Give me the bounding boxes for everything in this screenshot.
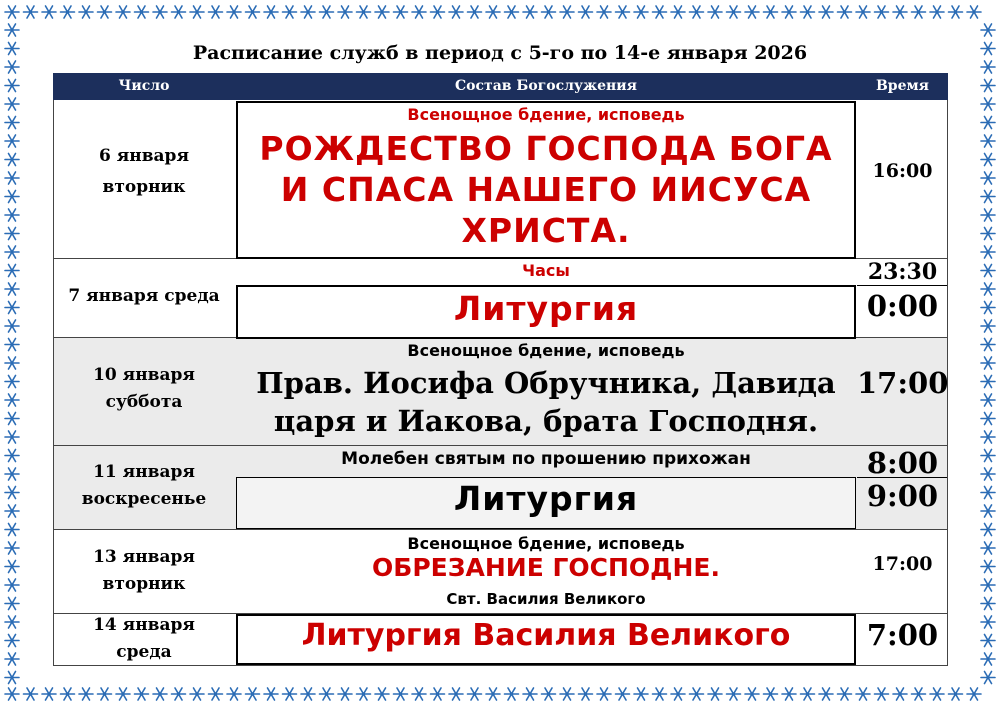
snowflake-icon [745,6,759,18]
snowflake-icon [542,6,556,18]
snowflake-icon [79,6,93,18]
snowflake-icon [5,616,19,628]
snowflake-icon [24,6,38,18]
snowflake-icon [172,688,186,700]
snowflake-icon [912,6,926,18]
snowflake-icon [5,80,19,92]
snowflake-icon [375,6,389,18]
snowflake-icon [690,688,704,700]
time-cell: 7:00 [866,618,939,652]
snowflake-icon [560,6,574,18]
snowflake-icon [523,688,537,700]
snowflake-icon [856,688,870,700]
snowflake-icon [727,688,741,700]
snowflake-icon [394,688,408,700]
snowflake-icon [357,6,371,18]
header-time: Время [875,78,930,94]
snowflake-icon [172,6,186,18]
snowflake-icon [338,688,352,700]
snowflake-icon [5,579,19,591]
snowflake-icon [468,6,482,18]
snowflake-icon [930,6,944,18]
snowflake-icon [5,228,19,240]
snowflake-icon [153,688,167,700]
snowflake-icon [190,688,204,700]
snowflake-icon [98,6,112,18]
saint-name: Свт. Василия Великого [446,590,646,608]
header-date: Число [118,78,170,94]
snowflake-icon [653,6,667,18]
snowflake-icon [981,154,995,166]
snowflake-icon [981,191,995,203]
snowflake-icon [431,6,445,18]
snowflake-icon [690,6,704,18]
snowflake-icon [5,542,19,554]
date-cell: 10 января суббота [93,365,195,412]
snowflake-icon [209,688,223,700]
snowflake-icon [579,6,593,18]
snowflake-icon [5,394,19,406]
snowflake-icon [5,487,19,499]
snowflake-icon [634,6,648,18]
snowflake-icon [5,172,19,184]
time-cell: 0:00 [866,289,939,323]
snowflake-icon [412,688,426,700]
snowflake-icon [338,6,352,18]
snowflake-icon [981,653,995,665]
snowflake-icon [5,191,19,203]
snowflake-icon [745,688,759,700]
service-note: Всенощное бдение, исповедь [407,534,685,553]
snowflake-icon [5,431,19,443]
snowflake-icon [981,265,995,277]
snowflake-icon [912,688,926,700]
snowflake-icon [5,505,19,517]
snowflake-icon [981,98,995,110]
snowflake-icon [5,688,19,700]
snowflake-icon [116,6,130,18]
snowflake-icon [505,6,519,18]
snowflake-icon [893,6,907,18]
date-cell: 6 января вторник [98,146,190,197]
snowflake-icon [42,688,56,700]
snowflake-icon [5,672,19,684]
snowflake-icon [5,302,19,314]
snowflake-icon [981,246,995,258]
service-name: Молебен святым по прошению прихожан [341,449,751,469]
snowflake-icon [5,357,19,369]
snowflake-icon [5,265,19,277]
snowflake-icon [981,635,995,647]
time-cell: 9:00 [866,479,939,513]
snowflake-icon [819,6,833,18]
snowflake-icon [967,688,981,700]
time-cell: 23:30 [867,259,938,285]
snowflake-icon [764,688,778,700]
snowflake-icon [981,672,995,684]
service-name: Литургия Василия Великого [301,618,791,653]
snowflake-icon [357,688,371,700]
snowflake-icon [5,653,19,665]
snowflake-icon [727,6,741,18]
snowflake-icon [981,413,995,425]
time-cell: 8:00 [866,446,939,480]
snowflake-icon [981,320,995,332]
snowflake-icon [5,320,19,332]
snowflake-icon [246,688,260,700]
snowflake-icon [981,487,995,499]
snowflake-icon [5,246,19,258]
snowflake-icon [981,357,995,369]
date-cell: 11 января воскресенье [81,462,207,509]
snowflake-icon [981,302,995,314]
snowflake-icon [838,688,852,700]
snowflake-icon [246,6,260,18]
feast-title: ОБРЕЗАНИЕ ГОСПОДНЕ. [372,553,720,582]
date-cell: 7 января среда [68,286,220,306]
snowflake-icon [264,6,278,18]
snowflake-icon [671,6,685,18]
snowflake-icon [394,6,408,18]
snowflake-icon [856,6,870,18]
page-title: Расписание служб в период с 5-го по 14-е января 2026 [192,42,808,64]
snowflake-icon [209,6,223,18]
snowflake-icon [782,6,796,18]
snowflake-icon [5,154,19,166]
snowflake-icon [61,6,75,18]
service-note: Всенощное бдение, исповедь [407,341,685,360]
snowflake-icon [5,209,19,221]
snowflake-icon [116,688,130,700]
snowflake-icon [875,688,889,700]
time-cell: 17:00 [872,553,933,575]
table-header [53,73,948,100]
snowflake-icon [981,339,995,351]
snowflake-icon [616,688,630,700]
snowflake-icon [981,80,995,92]
snowflake-icon [449,688,463,700]
snowflake-icon [505,688,519,700]
snowflake-icon [981,616,995,628]
snowflake-icon [98,688,112,700]
snowflake-icon [819,688,833,700]
snowflake-icon [301,688,315,700]
snowflake-icon [5,561,19,573]
snowflake-icon [283,6,297,18]
snowflake-icon [542,688,556,700]
snowflake-icon [468,688,482,700]
snowflake-icon [320,688,334,700]
snowflake-icon [5,524,19,536]
snowflake-icon [5,24,19,36]
snowflake-icon [5,376,19,388]
snowflake-icon [449,6,463,18]
snowflake-icon [981,468,995,480]
snowflake-icon [708,688,722,700]
snowflake-icon [5,6,19,18]
snowflake-icon [671,688,685,700]
snowflake-icon [283,688,297,700]
snowflake-icon [981,524,995,536]
feast-title: РОЖДЕСТВО ГОСПОДА БОГА И СПАСА НАШЕГО ИИСУСА ХРИСТА. [259,129,833,250]
snowflake-icon [153,6,167,18]
snowflake-icon [135,6,149,18]
snowflake-icon [981,505,995,517]
snowflake-icon [5,98,19,110]
service-note: Всенощное бдение, исповедь [407,105,685,124]
snowflake-icon [190,6,204,18]
snowflake-icon [708,6,722,18]
snowflake-icon [431,688,445,700]
snowflake-icon [616,6,630,18]
snowflake-icon [5,117,19,129]
snowflake-icon [981,376,995,388]
snowflake-icon [981,431,995,443]
snowflake-icon [764,6,778,18]
header-service: Состав Богослужения [455,78,637,94]
snowflake-icon [486,6,500,18]
snowflake-icon [79,688,93,700]
snowflake-icon [949,688,963,700]
date-cell: 14 января среда [93,615,195,662]
service-name: Литургия [453,479,639,518]
snowflake-icon [981,579,995,591]
snowflake-icon [930,688,944,700]
snowflake-icon [486,688,500,700]
snowflake-icon [981,24,995,36]
snowflake-icon [5,135,19,147]
snowflake-icon [5,598,19,610]
snowflake-icon [801,688,815,700]
snowflake-icon [375,688,389,700]
snowflake-icon [5,413,19,425]
snowflake-icon [981,450,995,462]
snowflake-icon [5,635,19,647]
snowflake-icon [981,117,995,129]
snowflake-icon [61,688,75,700]
snowflake-icon [5,468,19,480]
service-name: Литургия [453,289,639,328]
snowflake-icon [42,6,56,18]
service-name: Часы [522,261,570,280]
snowflake-icon [264,688,278,700]
snowflake-icon [634,688,648,700]
time-cell: 17:00 [857,366,949,400]
snowflake-icon [981,209,995,221]
snowflake-icon [320,6,334,18]
snowflake-icon [838,6,852,18]
snowflake-icon [523,6,537,18]
snowflake-icon [981,598,995,610]
snowflake-icon [301,6,315,18]
snowflake-icon [981,228,995,240]
snowflake-icon [653,688,667,700]
snowflake-icon [981,172,995,184]
time-cell: 16:00 [872,160,933,182]
snowflake-icon [597,6,611,18]
snowflake-icon [412,6,426,18]
snowflake-icon [227,688,241,700]
snowflake-icon [967,6,981,18]
snowflake-icon [579,688,593,700]
snowflake-icon [893,688,907,700]
snowflake-icon [981,561,995,573]
snowflake-icon [981,394,995,406]
snowflake-icon [981,542,995,554]
snowflake-icon [5,283,19,295]
snowflake-icon [597,688,611,700]
snowflake-icon [24,688,38,700]
snowflake-icon [981,283,995,295]
snowflake-icon [782,688,796,700]
date-cell: 13 января вторник [93,547,195,594]
snowflake-icon [801,6,815,18]
snowflake-icon [5,450,19,462]
snowflake-icon [981,135,995,147]
snowflake-icon [5,339,19,351]
snowflake-icon [560,688,574,700]
snowflake-icon [949,6,963,18]
snowflake-icon [135,688,149,700]
snowflake-icon [875,6,889,18]
feast-title: Прав. Иосифа Обручника, Давида царя и Иакова, брата Господня. [256,366,836,438]
snowflake-icon [227,6,241,18]
